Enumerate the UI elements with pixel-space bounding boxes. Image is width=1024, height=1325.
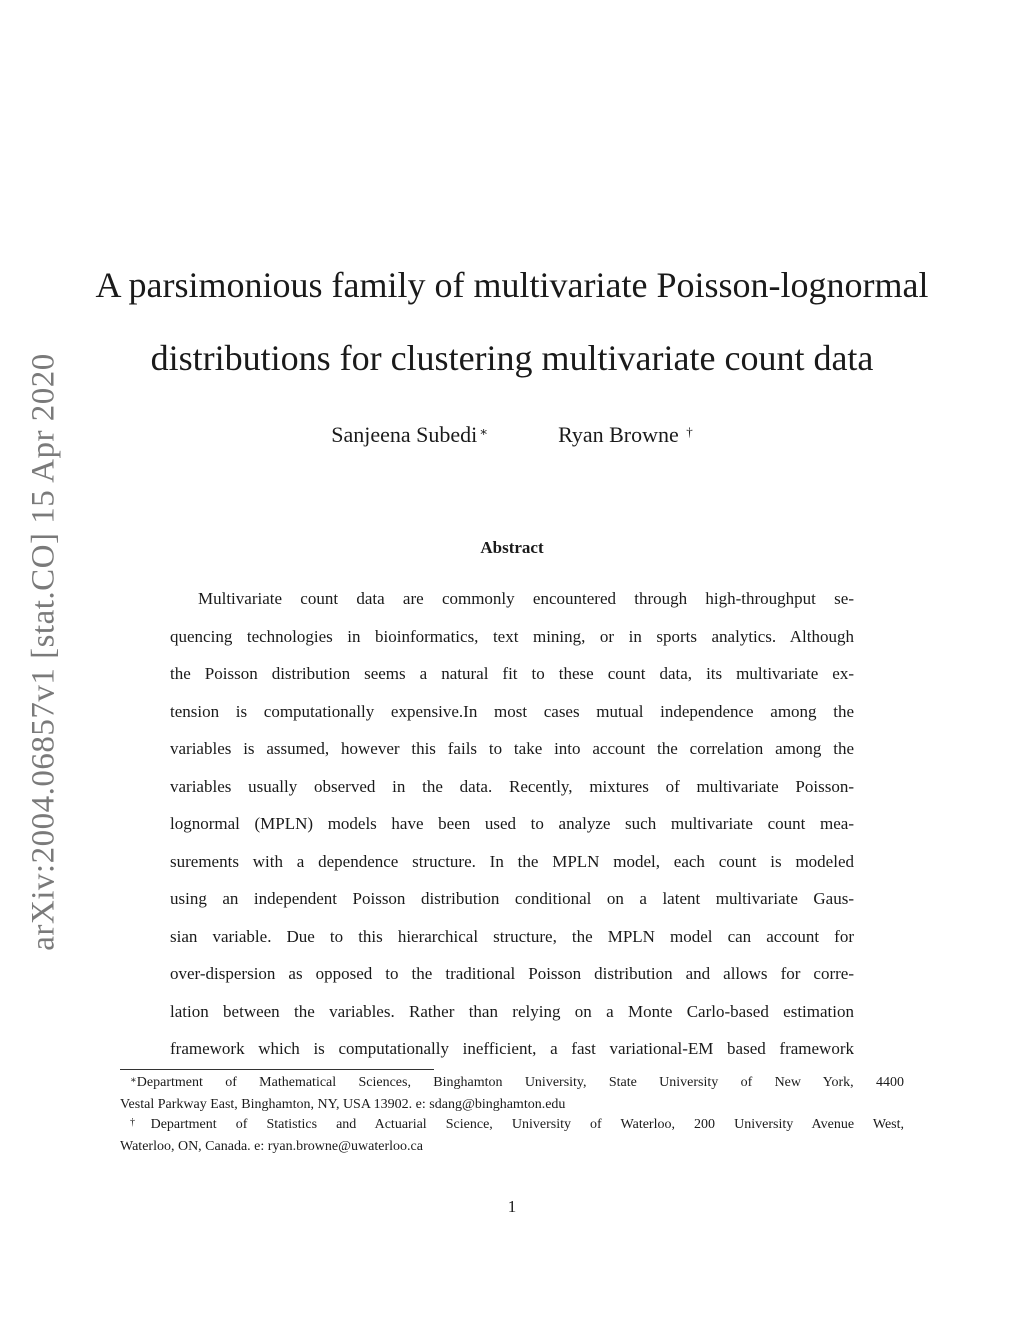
footnote-1 xyxy=(120,1073,904,1095)
author-list xyxy=(0,422,1024,448)
abstract-line: framework which is computationally inefficient, a fast variational-EM based framework xyxy=(170,1039,854,1058)
footnote-2 xyxy=(120,1115,904,1137)
abstract-line: tension is computationally expensive.In most cases mutual independence among the xyxy=(170,701,854,721)
author-browne xyxy=(558,422,693,448)
footnote-text: Department of Mathematical Sciences, Binghamton University, State University of New York, 4400 xyxy=(136,1075,904,1090)
footnote-divider xyxy=(120,1069,434,1070)
author-footnote-mark: ∗ xyxy=(479,424,489,439)
arxiv-identifier: arXiv:2004.06857v1 [stat.CO] 15 Apr 2020 xyxy=(25,353,62,951)
footnote-mark: ∗ xyxy=(130,1075,137,1086)
abstract-line: using an independent Poisson distribution conditional on a latent multivariate Gaus- xyxy=(170,889,854,908)
abstract-heading: Abstract xyxy=(480,538,544,557)
paper-title-line-1: A parsimonious family of multivariate Poisson-lognormal xyxy=(95,265,929,305)
abstract-line: sian variable. Due to this hierarchical structure, the MPLN model can account for xyxy=(170,926,854,946)
abstract-line: quencing technologies in bioinformatics, text mining, or in sports analytics. Although xyxy=(170,626,854,646)
footnote-2-continued: Waterloo, ON, Canada. e: ryan.browne@uwaterloo.ca xyxy=(120,1138,423,1154)
abstract-line: over-dispersion as opposed to the traditional Poisson distribution and allows for corre- xyxy=(170,964,854,983)
footnote-mark: † xyxy=(130,1117,151,1128)
page-number: 1 xyxy=(507,1197,517,1216)
abstract-line: lation between the variables. Rather than relying on a Monte Carlo-based estimation xyxy=(170,1001,854,1021)
author-subedi xyxy=(331,422,488,448)
abstract-line: variables is assumed, however this fails to take into account the correlation among the xyxy=(170,739,854,758)
abstract-line: the Poisson distribution seems a natural fit to these count data, its multivariate ex- xyxy=(170,664,854,683)
footnote-1-continued: Vestal Parkway East, Binghamton, NY, USA 13902. e: sdang@binghamton.edu xyxy=(120,1096,566,1112)
abstract-line: Multivariate count data are commonly encountered through high-throughput se- xyxy=(198,589,854,608)
author-name: Sanjeena Subedi xyxy=(331,422,478,447)
abstract-line: variables usually observed in the data. Recently, mixtures of multivariate Poisson- xyxy=(170,776,854,796)
abstract-line: surements with a dependence structure. In the MPLN model, each count is modeled xyxy=(170,851,854,871)
abstract-body xyxy=(170,582,854,1070)
footnotes xyxy=(120,1073,904,1157)
footnote-text: Department of Statistics and Actuarial Science, University of Waterloo, 200 University Avenue West, xyxy=(150,1117,904,1132)
paper-title-line-2: distributions for clustering multivariate count data xyxy=(150,338,874,378)
author-footnote-mark: † xyxy=(686,424,693,439)
author-name: Ryan Browne xyxy=(558,422,679,447)
abstract-line: lognormal (MPLN) models have been used to analyze such multivariate count mea- xyxy=(170,814,854,833)
